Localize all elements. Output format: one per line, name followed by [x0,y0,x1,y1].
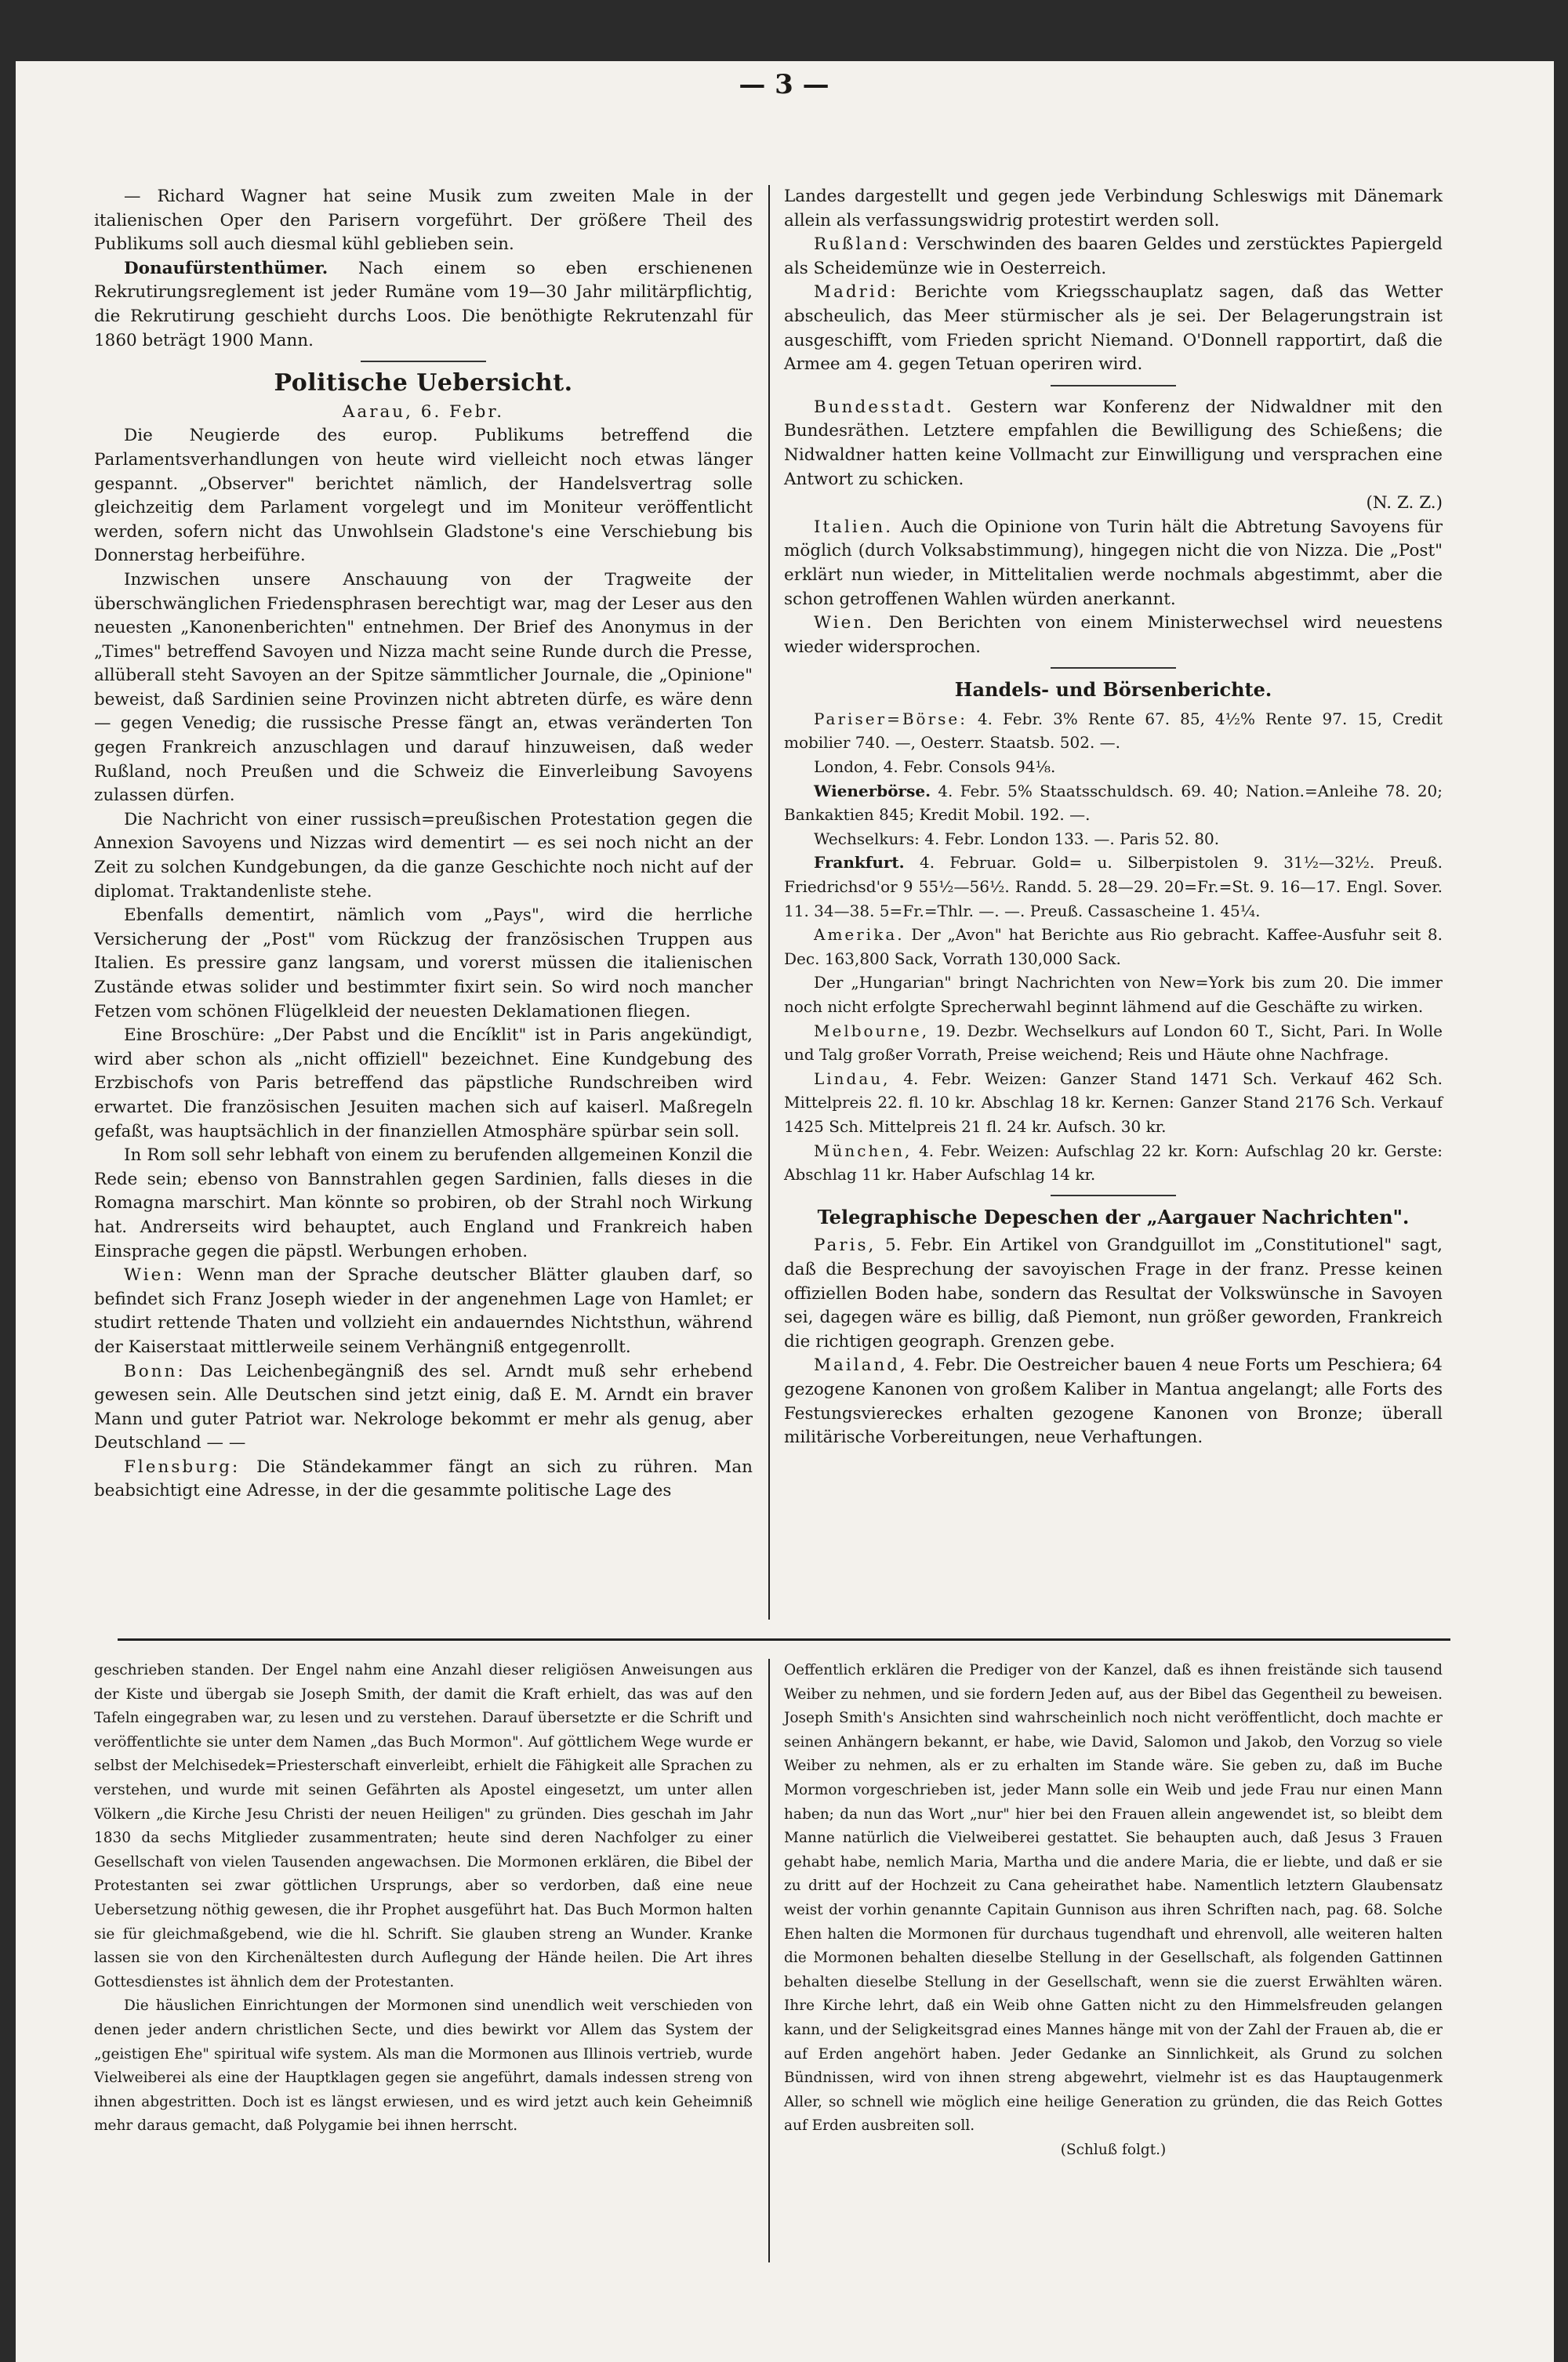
telegraph-paris-head: Paris, [814,1235,877,1256]
telegraph-mailand-text: 4. Febr. Die Oestreicher bauen 4 neue Forts um Peschiera; 64 gezogene Kanonen von großem Kaliber in Mantua angelangt; alle Forts des Festungsviereckes erhalten gezogene Kanonen von Bronze; überall militärische Vorbereitungen, neue Verhaftungen. [784,1355,1443,1448]
telegraph-paris [784,1234,1443,1354]
madrid-text: Berichte vom Kriegsschauplatz sagen, daß das Wetter abscheulich, das Meer stürmischer als je sei. Der Belagerungstrain ist ausgeschifft, vom Frieden spricht Niemand. O'Donnell rapportirt, daß die Armee am 4. gegen Tetuan operiren wird. [784,282,1443,375]
separator [361,361,486,362]
column-right-bottom [784,1659,1443,2162]
donau-text: Nach einem so eben erschienenen Rekrutirungsreglement ist jeder Rumäne vom 19—30 Jahr militärpflichtig, die Rekrutirung geschieht durchs Loos. Die benöthigte Rekrutenzahl für 1860 beträgt 1900 Mann. [94,258,753,350]
landes-paragraph: Landes dargestellt und gegen jede Verbindung Schleswigs mit Dänemark allein als verfassungswidrig protestirt werden soll. [784,187,1443,230]
wiener-boerse-text: 4. Febr. 5% Staatsschuldsch. 69. 40; Nation.=Anleihe 78. 20; Bankaktien 845; Kredit Mobil. 192. —. [784,781,1443,825]
italien-head: Italien. [814,517,894,537]
paris-bourse [784,707,1443,755]
paris-bourse-head: Pariser=Börse: [814,709,967,728]
russland-head: Rußland: [814,234,910,255]
wien-paragraph [94,1264,753,1359]
wagner-paragraph: — Richard Wagner hat seine Musik zum zweiten Male in der italienischen Oper den Parisern vorgeführt. Der größere Theil des Publikums soll auch diesmal kühl geblieben sein. [94,187,753,255]
politics-p4: Ebenfalls dementirt, nämlich vom „Pays", wird die herrliche Versicherung der „Post" vom Rückzug der französischen Truppen aus Italien. Es pressire ganz langsam, und vorerst müssen die italienischen Zustände etwas solider und bestimmter fixirt sein. So wird noch mancher Fetzen vom schönen Flügelkleid der neuesten Deklamationen fliegen. [94,905,753,1021]
wien-text: Wenn man der Sprache deutscher Blätter glauben darf, so befindet sich Franz Joseph wieder in der angenehmen Lage von Hamlet; er studirt rettende Thaten und vollzieht ein andauerndes Nichtsthun, während der Kaiserstaat mittlerweile seinem Verhängniß entgegenrollt. [94,1265,753,1357]
dateline: Aarau, 6. Febr. [342,401,505,422]
madrid-head: Madrid: [814,282,898,303]
wien-head: Wien: [124,1265,185,1286]
telegraph-mailand [784,1354,1443,1449]
melbourne-text: 19. Dezbr. Wechselkurs auf London 60 T., Sicht, Pari. In Wolle und Talg großer Vorrath, Preise weichend; Reis und Häute ohne Nachfrage. [784,1021,1443,1065]
separator [1051,667,1176,669]
telegraph-heading: Telegraphische Depeschen der „Aargauer Nachrichten". [817,1205,1410,1228]
source-signature: (N. Z. Z.) [1366,493,1443,513]
lindau [784,1067,1443,1139]
italien-paragraph [784,516,1443,611]
lindau-text: 4. Febr. Weizen: Ganzer Stand 1471 Sch. Verkauf 462 Sch. Mittelpreis 22. fl. 10 kr. Abschlag 18 kr. Kernen: Ganzer Stand 2176 Sch. Verkauf 1425 Sch. Mittelpreis 21 fl. 24 kr. Aufsch. 30 kr. [784,1069,1443,1136]
melbourne [784,1019,1443,1067]
flensburg-head: Flensburg: [124,1457,241,1477]
frankfurt-head: Frankfurt. [814,853,905,873]
politics-heading: Politische Uebersicht. [274,369,573,397]
bundesstadt-paragraph [784,396,1443,492]
wien2-text: Den Berichten von einem Ministerwechsel wird neuestens wieder widersprochen. [784,613,1443,657]
mormon-p1: geschrieben standen. Der Engel nahm eine Anzahl dieser religiösen Anweisungen aus der Kiste und übergab sie Joseph Smith, der damit die Kraft erhielt, das was auf den Tafeln eingegraben war, zu lesen und zu verstehen. Darauf übersetzte er die Schrift und veröffentlichte sie unter dem Namen „das Buch Mormon". Auf göttlichem Wege wurde er selbst der Melchisedek=Priesterschaft einverleibt, erhielt die Fähigkeit alle Sprachen zu verstehen, und wurde mit seinen Gefährten als Apostel eingesetzt, um unter allen Völkern „die Kirche Jesu Christi der neuen Heiligen" zu gründen. Dies geschah im Jahr 1830 da sechs Mitglieder zusammentraten; heute sind deren Nachfolger zu einer Gesellschaft von vielen Tausenden angewachsen. Die Mormonen erklären, die Bibel der Protestanten sei zwar göttlichen Ursprungs, aber so verdorben, daß eine neue Uebersetzung nöthig gewesen, die ihr Prophet ausgeführt hat. Das Buch Mormon halten sie für gleichmaßgebend, wie die hl. Schrift. Sie glauben streng an Wunder. Kranke lassen sie von den Kirchenältesten durch Auflegung der Hände heilen. Die Art ihres Gottesdienstes ist ähnlich dem der Protestanten. [94,1662,753,1990]
russland-paragraph [784,233,1443,281]
bonn-text: Das Leichenbegängniß des sel. Arndt muß sehr erhebend gewesen sein. Alle Deutschen sind jetzt einig, daß E. M. Arndt ein braver Mann und guter Patriot war. Nekrologe bekommt er mehr als genug, aber Deutschland — — [94,1361,753,1453]
hungarian: Der „Hungarian" bringt Nachrichten von New=York bis zum 20. Die immer noch nicht erfolgte Sprecherwahl beginnt lähmend auf die Geschäfte zu wirken. [784,973,1443,1016]
column-right-top [784,185,1443,1450]
wiener-boerse-head: Wienerbörse. [814,781,931,800]
muenchen [784,1139,1443,1187]
separator [1051,1195,1176,1196]
frankfurt [784,851,1443,923]
politics-p1: Die Neugierde des europ. Publikums betreffend die Parlamentsverhandlungen von heute wird vielleicht noch etwas länger gespannt. „Observer" berichtet nämlich, der Handelsvertrag solle gleichzeitig dem Parlament vorgelegt und im Moniteur veröffentlicht werden, sofern nicht das Unwohlsein Gladstone's eine Verschiebung bis Donnerstag herbeiführe. [94,426,753,566]
separator [1051,385,1176,386]
bonn-paragraph [94,1360,753,1456]
column-rule-top [768,185,770,1620]
page-number: — 3 — [739,69,829,100]
lindau-head: Lindau, [814,1069,891,1088]
italien-text: Auch die Opinione von Turin hält die Abtretung Savoyens für möglich (durch Volksabstimmung), hingegen nicht die von Nizza. Die „Post" erklärt nun wieder, in Mittelitalien werde nochmals abgestimmt, aber die schon getroffenen Wahlen würden anerkannt. [784,517,1443,609]
column-left-top [94,185,753,1504]
wien2-head: Wien. [814,613,875,633]
amerika-text: Der „Avon" hat Berichte aus Rio gebracht. Kaffee-Ausfuhr seit 8. Dec. 163,800 Sack, Vorrath 130,000 Sack. [784,925,1443,968]
continued-note: (Schluß folgt.) [1060,2141,1167,2158]
market-heading: Handels- und Börsenberichte. [954,678,1272,702]
column-left-bottom [94,1659,753,2139]
telegraph-mailand-head: Mailand, [814,1355,908,1376]
politics-p5: Eine Broschüre: „Der Pabst und die Encíklit" ist in Paris angekündigt, wird aber schon als „nicht offiziell" bezeichnet. Eine Kundgebung des Erzbischofs von Paris betreffend das päpstliche Rundschreiben wird erwartet. Die französischen Jesuiten machen sich auf kaiserl. Maßregeln gefaßt, was hauptsächlich in der finanziellen Atmosphäre spürbar sein soll. [94,1025,753,1141]
melbourne-head: Melbourne, [814,1021,930,1040]
madrid-paragraph [784,281,1443,376]
muenchen-head: München, [814,1141,913,1160]
bundesstadt-text: Gestern war Konferenz der Nidwaldner mit den Bundesräthen. Letztere empfahlen die Bewilligung des Schießens; die Nidwaldner hatten keine Vollmacht zur Einwilligung und versprachen eine Antwort zu schicken. [784,397,1443,489]
london-consols: London, 4. Febr. Consols 94⅛. [814,757,1056,777]
wechselkurs: Wechselkurs: 4. Febr. London 133. —. Paris 52. 80. [814,829,1220,848]
mormon-p3: Oeffentlich erklären die Prediger von der Kanzel, daß es ihnen freistände sich tausend Weiber zu nehmen, und sie fordern Jeden auf, aus der Bibel das Gegentheil zu beweisen. Joseph Smith's Ansichten sind wahrscheinlich noch nicht veröffentlicht, doch machte er seinen Anhängern bekannt, er habe, wie David, Salomon und Jakob, den Vorzug so viele Weiber zu nehmen, als er zu erhalten im Stande wäre. Sie geben zu, daß im Buche Mormon vorgeschrieben ist, jeder Mann solle ein Weib und jede Frau nur einen Mann haben; da nun das Wort „nur" hier bei den Frauen allein angewendet ist, so bleibt dem Manne natürlich die Vielweiberei gestattet. Sie behaupten auch, daß Jesus 3 Frauen gehabt habe, nemlich Maria, Martha und die andere Maria, die er liebte, und daß er sie zu dritt auf der Hochzeit zu Cana geheirathet habe. Namentlich letztern Glaubensatz weist der vorhin genannte Capitain Gunnison aus ihren Schriften nach, pag. 68. Solche Ehen halten die Mormonen für durchaus tugendhaft und ehrenvoll, alle weiteren halten die Mormonen behalten dieselbe Stellung in der Gesellschaft, als folgenden Gattinnen behalten dieselbe Stellung in der Gesellschaft, wenn sie die zuerst Erwählten wären. Ihre Kirche lehrt, daß ein Weib ohne Gatten nicht zu den Himmelsfreuden gelangen kann, und der Seligkeitsgrad eines Mannes hänge mit von der Zahl der Frauen ab, die er auf Erden angehört haben. Jeder Gedanke an Sinnlichkeit, als Grund zu solchen Bündnissen, wird von ihnen streng abgewehrt, vielmehr ist es das Hauptaugenmerk Aller, so schnell wie möglich eine heilige Generation zu gründen, die das Reich Gottes auf Erden ausbreiten soll. [784,1662,1443,2135]
donau-head: Donaufürstenthümer. [124,258,328,278]
politics-p6: In Rom soll sehr lebhaft von einem zu berufenden allgemeinen Konzil die Rede sein; ebenso von Bannstrahlen gegen Sardinien, falls dieses in die Romagna marschirt. Man könnte so probiren, ob der Strahl noch Wirkung hat. Andrerseits wird behauptet, auch England und Frankreich haben Einsprache gegen die päpstl. Werbungen erhoben. [94,1145,753,1261]
section-rule [118,1638,1450,1641]
muenchen-text: 4. Febr. Weizen: Aufschlag 22 kr. Korn: Aufschlag 20 kr. Gerste: Abschlag 11 kr. Haber Aufschlag 14 kr. [784,1141,1443,1185]
bundesstadt-head: Bundesstadt. [814,397,954,417]
amerika [784,923,1443,971]
amerika-head: Amerika. [814,925,905,945]
telegraph-paris-text: 5. Febr. Ein Artikel von Grandguillot im „Constitutionel" sagt, daß die Besprechung der savoyischen Frage in der franz. Presse keinen offiziellen Boden habe, sondern das Resultat der Volkswünsche in Savoyen sei, dagegen wäre es billig, daß Piemont, nun größer geworden, Frankreich die richtigen geograph. Grenzen gebe. [784,1235,1443,1352]
russland-text: Verschwinden des baaren Geldes und zerstücktes Papiergeld als Scheidemünze wie in Oesterreich. [784,234,1443,278]
paris-bourse-text: 4. Febr. 3% Rente 67. 85, 4½% Rente 97. 15, Credit mobilier 740. —, Oesterr. Staatsb. 502. —. [784,709,1443,753]
politics-p2: Inzwischen unsere Anschauung von der Tragweite der überschwänglichen Friedensphrasen berechtigt war, mag der Leser aus den neuesten „Kanonenberichten" entnehmen. Der Brief des Anonymus in der „Times" betreffend Savoyen und Nizza macht seine Runde durch die Presse, allüberall steht Savoyen an der Spitze sämmtlicher Journale, die „Opinione" beweist, daß Sardinien seine Provinzen nicht abtreten dürfe, es wäre denn — gegen Venedig; die russische Presse fängt an, etwas veränderten Ton gegen Frankreich anzuschlagen und darauf hinzuweisen, daß weder Rußland, noch Preußen und die Schweiz die Einverleibung Savoyens zulassen dürfen. [94,569,753,806]
wien2-paragraph [784,611,1443,659]
flensburg-text: Die Ständekammer fängt an sich zu rühren. Man beabsichtigt eine Adresse, in der die gesammte politische Lage des [94,1457,753,1501]
mormon-p2: Die häuslichen Einrichtungen der Mormonen sind unendlich weit verschieden von denen jeder andern christlichen Secte, und dies bewirkt vor Allem das System der „geistigen Ehe" spiritual wife system. Als man die Mormonen aus Illinois vertrieb, wurde Vielweiberei als eine der Hauptklagen gegen sie angeführt, damals indessen streng von ihnen abgestritten. Doch ist es längst erwiesen, und es wird jetzt auch kein Geheimniß mehr daraus gemacht, daß Polygamie bei ihnen herrscht. [94,1997,753,2135]
column-rule-bottom [768,1659,770,2262]
wiener-boerse [784,779,1443,827]
politics-p3: Die Nachricht von einer russisch=preußischen Protestation gegen die Annexion Savoyens und Nizzas wird dementirt — es sei noch nicht an der Zeit zu solchen Kundgebungen, da die ganze Geschichte noch nicht auf der diplomat. Traktandenliste stehe. [94,809,753,902]
bonn-head: Bonn: [124,1361,186,1381]
donau-paragraph [94,257,753,353]
frankfurt-text: 4. Februar. Gold= u. Silberpistolen 9. 31½—32½. Preuß. Friedrichsd'or 9 55½—56½. Randd. 5. 28—29. 20=Fr.=St. 9. 16—17. Engl. Sover. 11. 34—38. 5=Fr.=Thlr. —. —. Preuß. Cassascheine 1. 45¼. [784,853,1443,920]
flensburg-paragraph [94,1456,753,1504]
